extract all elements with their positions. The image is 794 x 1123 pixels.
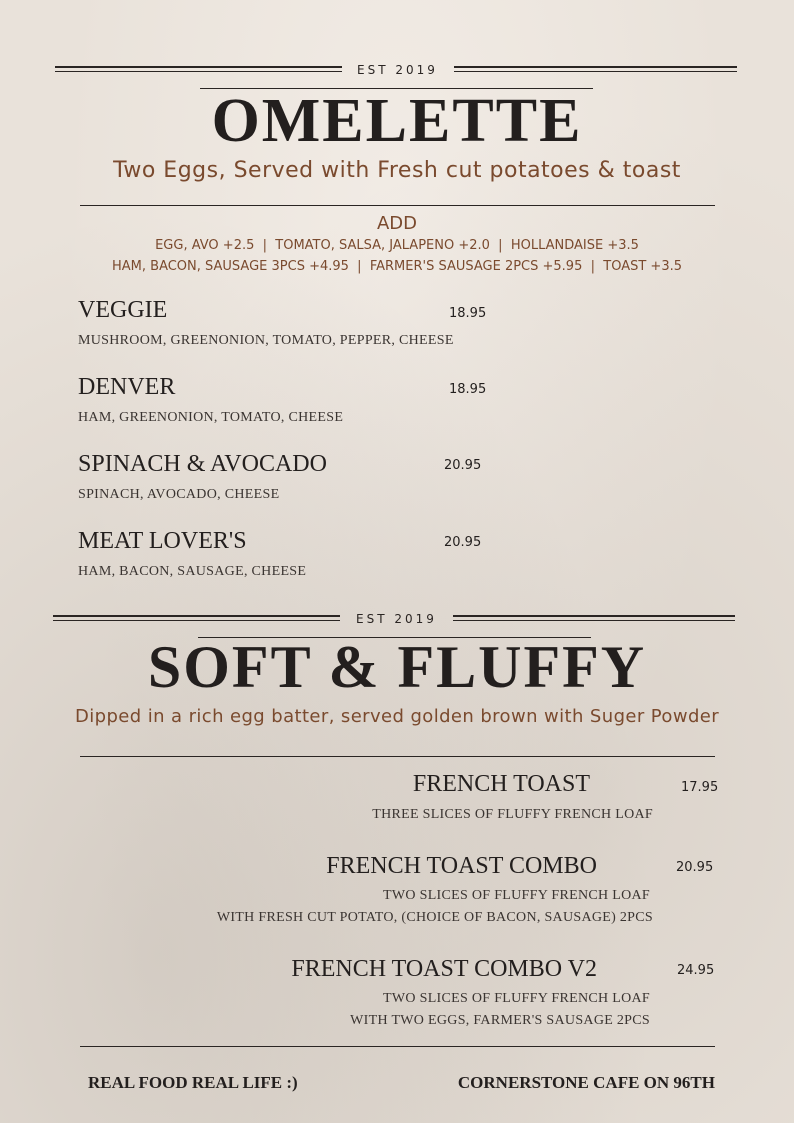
menu-item-french-toast-name: FRENCH TOAST — [412, 771, 590, 797]
omelette-header-rule-right-top — [454, 66, 737, 68]
omelette-subtitle-rule — [80, 205, 715, 206]
fluffy-est-label: EST 2019 — [356, 612, 437, 626]
menu-item-veggie-name: VEGGIE — [78, 297, 168, 323]
menu-item-denver-desc: HAM, GREENONION, TOMATO, CHEESE — [78, 410, 344, 425]
fluffy-header-rule-left-bottom — [53, 620, 340, 621]
fluffy-subtitle-rule — [80, 756, 715, 757]
menu-item-spinach-avocado-name: SPINACH & AVOCADO — [78, 451, 327, 477]
menu-item-veggie-price: 18.95 — [449, 306, 487, 321]
menu-item-spinach-avocado-desc: SPINACH, AVOCADO, CHEESE — [78, 487, 280, 502]
fluffy-title: SOFT & FLUFFY — [147, 634, 647, 700]
footer-cafe-name: CORNERSTONE CAFE ON 96TH — [457, 1073, 715, 1092]
omelette-title: OMELETTE — [211, 87, 583, 155]
menu-item-meat-lovers-price: 20.95 — [444, 535, 482, 550]
omelette-subtitle: Two Eggs, Served with Fresh cut potatoes & toast — [113, 158, 681, 183]
fluffy-header-rule-right-top — [453, 615, 735, 617]
menu-item-french-toast-combo-name: FRENCH TOAST COMBO — [326, 853, 597, 879]
menu-item-meat-lovers-name: MEAT LOVER'S — [78, 528, 247, 554]
menu-item-french-toast-combo-v2-name: FRENCH TOAST COMBO V2 — [291, 956, 597, 982]
omelette-est-label: EST 2019 — [357, 63, 438, 77]
omelette-header-rule-right-bottom — [454, 71, 737, 72]
add-line-2: HAM, BACON, SAUSAGE 3PCS +4.95 | FARMER'S SAUSAGE 2PCS +5.95 | TOAST +3.5 — [112, 259, 682, 274]
menu-item-denver-name: DENVER — [78, 374, 176, 400]
menu-item-veggie-desc: MUSHROOM, GREENONION, TOMATO, PEPPER, CHEESE — [78, 333, 454, 348]
menu-item-meat-lovers-desc: HAM, BACON, SAUSAGE, CHEESE — [78, 564, 307, 579]
menu-item-french-toast-combo-v2-desc-1: TWO SLICES OF FLUFFY FRENCH LOAF — [383, 991, 650, 1006]
menu-item-french-toast-combo-desc-1: TWO SLICES OF FLUFFY FRENCH LOAF — [383, 888, 650, 903]
menu-item-french-toast-combo-v2-desc-2: WITH TWO EGGS, FARMER'S SAUSAGE 2PCS — [350, 1013, 650, 1028]
menu-item-spinach-avocado-price: 20.95 — [444, 458, 482, 473]
menu-item-denver-price: 18.95 — [449, 382, 487, 397]
footer-rule — [80, 1046, 715, 1047]
omelette-header-rule-left-top — [55, 66, 342, 68]
menu-item-french-toast-combo-price: 20.95 — [676, 860, 714, 875]
menu-item-french-toast-price: 17.95 — [681, 780, 719, 795]
menu-item-french-toast-desc: THREE SLICES OF FLUFFY FRENCH LOAF — [372, 807, 653, 822]
fluffy-subtitle: Dipped in a rich egg batter, served golden brown with Suger Powder — [74, 706, 720, 727]
add-heading: ADD — [376, 213, 418, 234]
add-line-1: EGG, AVO +2.5 | TOMATO, SALSA, JALAPENO +2.0 | HOLLANDAISE +3.5 — [155, 238, 639, 253]
menu-item-french-toast-combo-v2-price: 24.95 — [677, 963, 715, 978]
footer-tagline: REAL FOOD REAL LIFE :) — [88, 1073, 298, 1092]
omelette-header-rule-left-bottom — [55, 71, 342, 72]
fluffy-header-rule-right-bottom — [453, 620, 735, 621]
fluffy-header-rule-left-top — [53, 615, 340, 617]
menu-item-french-toast-combo-desc-2: WITH FRESH CUT POTATO, (CHOICE OF BACON, SAUSAGE) 2PCS — [216, 910, 653, 925]
